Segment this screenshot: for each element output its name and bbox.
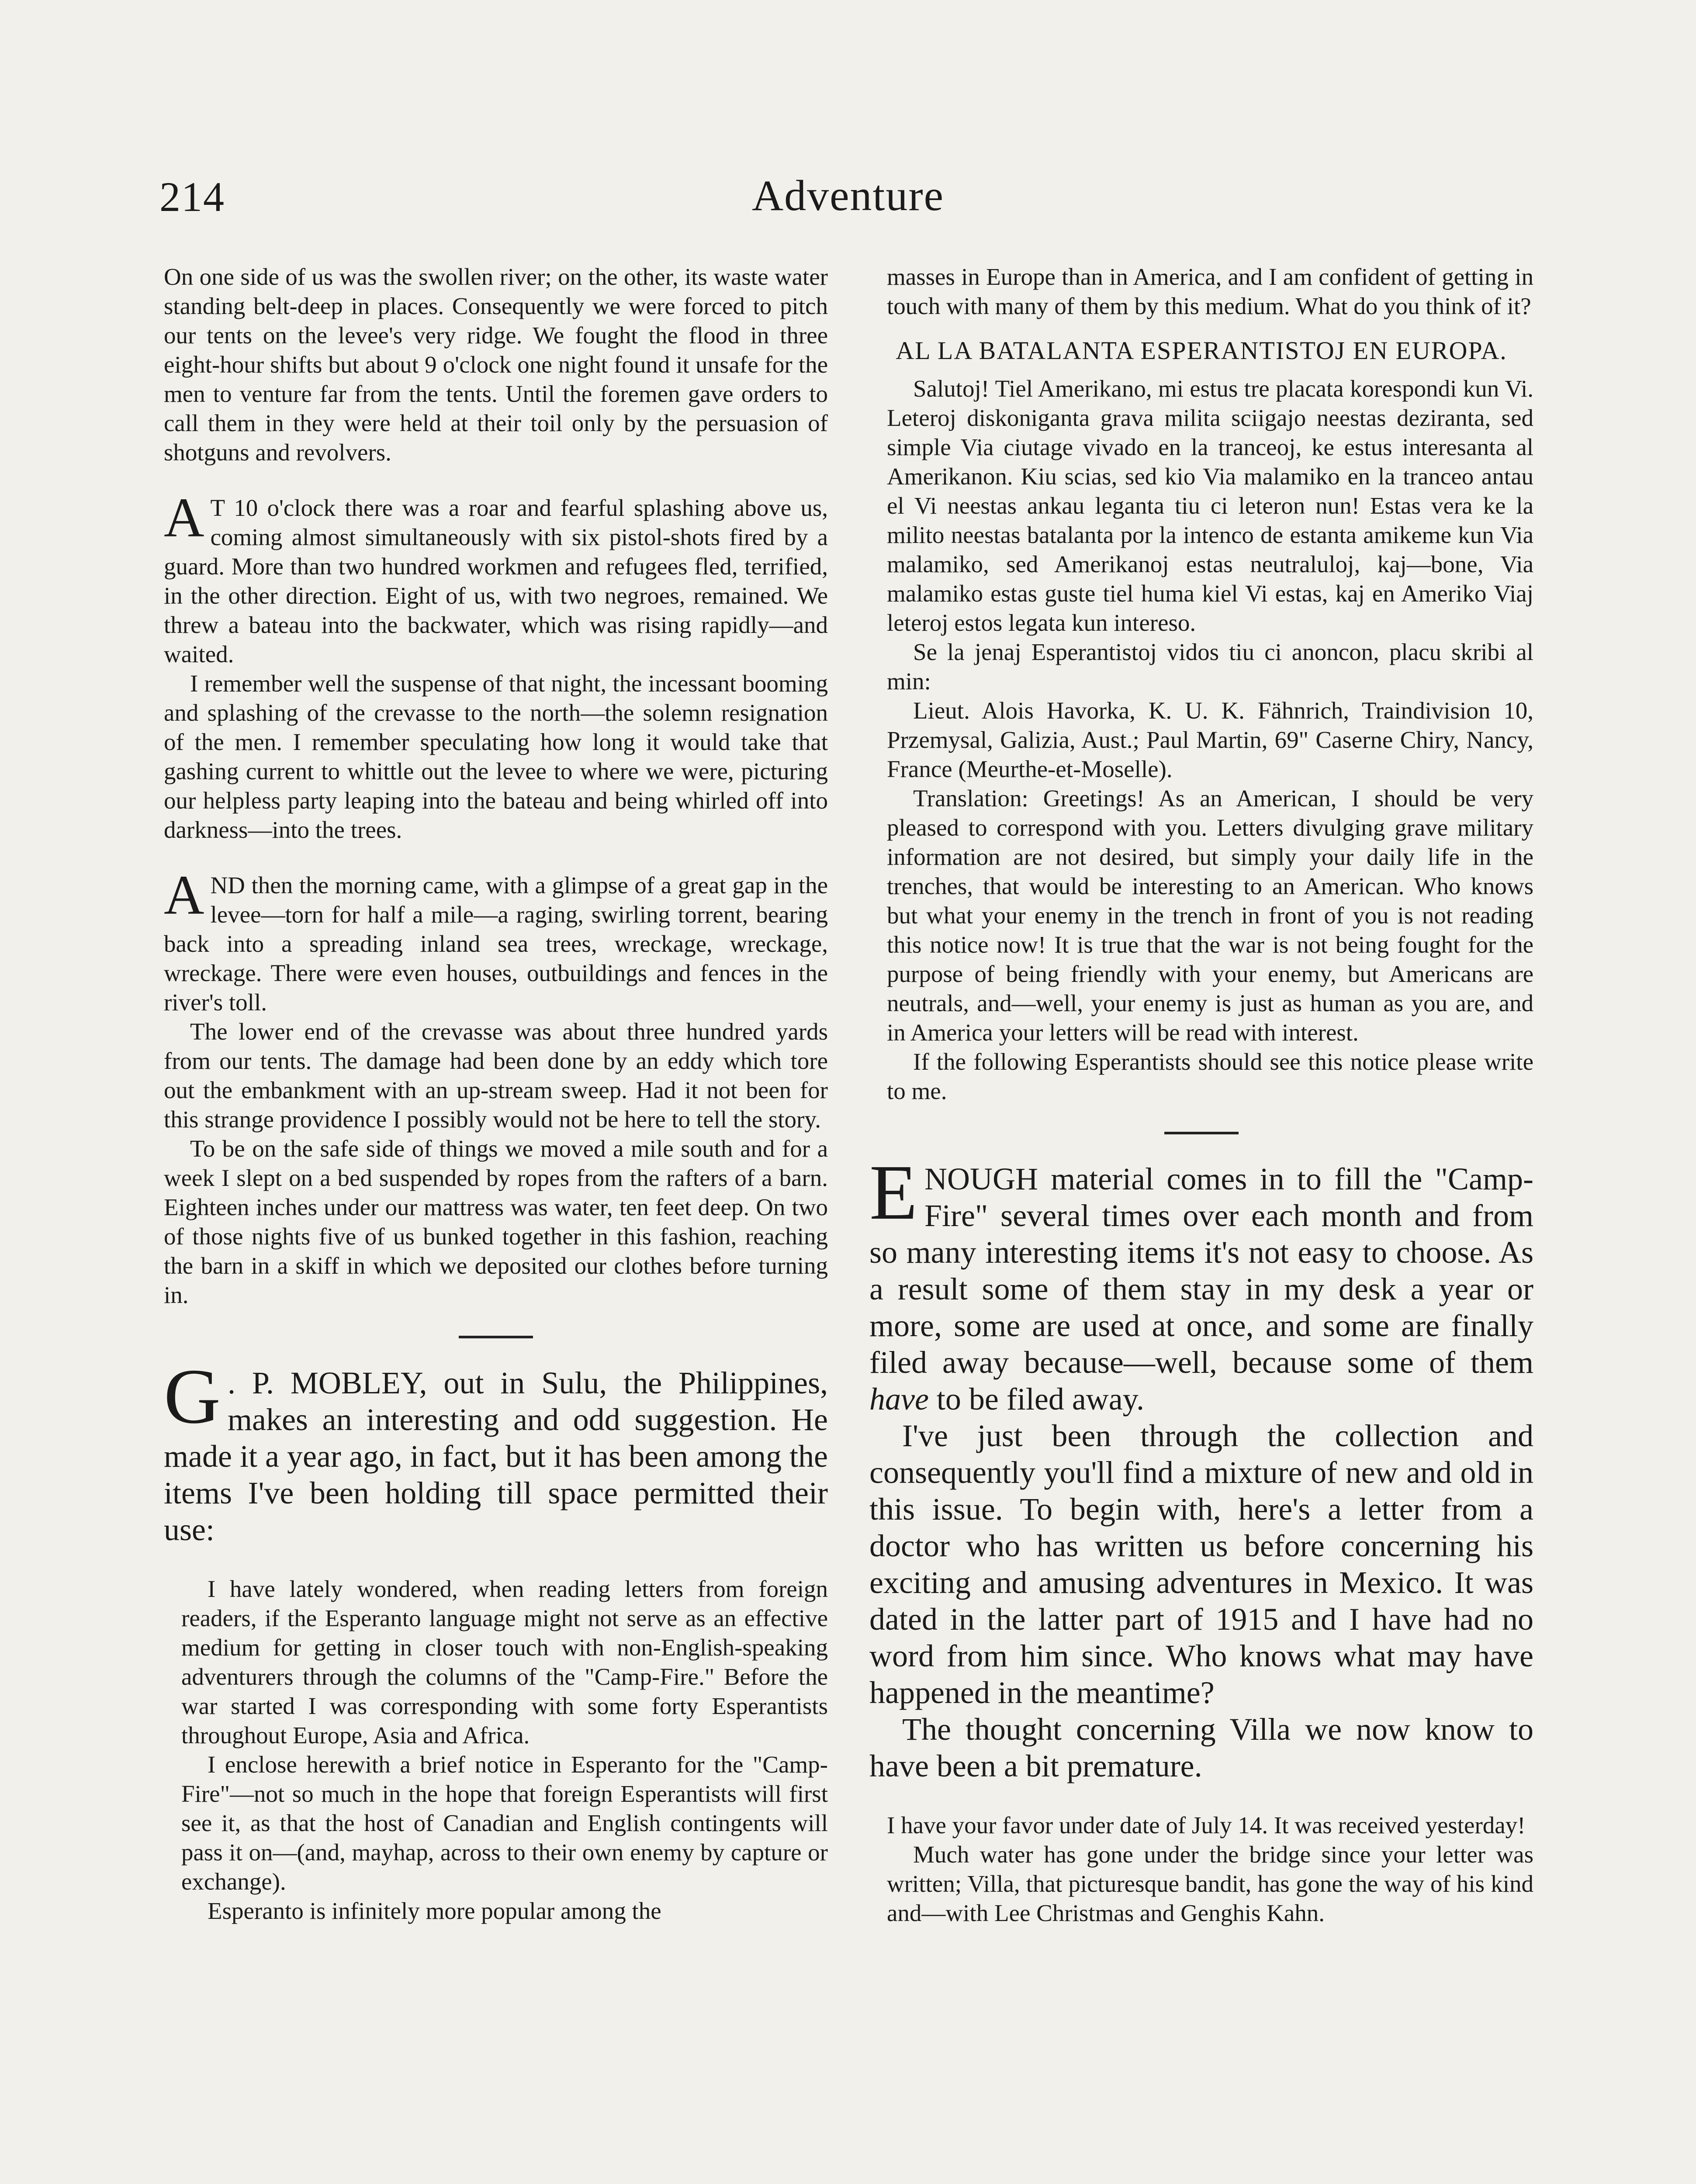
paragraph: Lieut. Alois Havorka, K. U. K. Fähnrich, Traindivision 10, Przemysal, Galizia, Aust.; Paul Martin, 69" Caserne Chiry, Nancy, France (Meurthe-et-Moselle).: [887, 697, 1533, 782]
paragraph: Salutoj! Tiel Amerikano, mi estus tre placata korespondi kun Vi. Leteroj diskoniganta grava milita sciigajo neestas deziranta, sed simple Via ciutage vivado en la tranceoj, ke estus interesanta al Amerikanon. Kiu scias, sed kio Via malamiko en la tranceo antau el Vi neestas ankau leganta tiu ci leteron nun! Estas vera ke la milito neestas batalanta por la intenco de estanta amikeme kun Via malamiko, sed Amerikanoj estas neutraluloj, kaj—bone, Via malamiko estas guste tiel huma kiel Vi estas, kaj en Ameriko Viaj leteroj estos legata kun intereso.: [887, 375, 1533, 636]
paragraph-text: to be filed away.: [928, 1382, 1145, 1417]
morning-section: [164, 864, 828, 1310]
paragraph: I have your favor under date of July 14. It was received yesterday!: [887, 1812, 1526, 1838]
paragraph: Esperanto is infinitely more popular among the: [208, 1897, 661, 1924]
flood-story-section: [164, 262, 828, 467]
drop-cap: G: [164, 1353, 221, 1440]
mobley-letter-continued: [869, 262, 1533, 321]
paragraph: Translation: Greetings! As an American, I should be very pleased to correspond with you. Letters divulging grave military information are not desired, but simply your daily life in the trenches, that would be interesting to an American. Who knows but what your enemy in the trench in front of you is not reading this notice now! It is true that the war is not being fought for the purpose of being friendly with your enemy, but Americans are neutrals, and—well, your enemy is just as human as you are, and in America your letters will be read with interest.: [887, 785, 1533, 1046]
paragraph-text: ND then the morning came, with a glimpse of a great gap in the levee—torn for half a mile—a raging, swirling torrent, bearing back into a spreading inland sea trees, wreckage, wreckage, wreckage. There were even houses, outbuildings and fences in the river's toll.: [164, 872, 828, 1016]
paragraph: Much water has gone under the bridge since your letter was written; Villa, that picturesque bandit, has gone the way of his kind and—with Lee Christmas and Genghis Kahn.: [887, 1841, 1533, 1926]
paragraph: To be on the safe side of things we moved a mile south and for a week I slept on a bed suspended by ropes from the rafters of a barn. Eighteen inches under our mattress was water, ten feet deep. On two of those nights five of us bunked together in this fashion, reaching the barn in a skiff in which we deposited our clothes before turning in.: [164, 1135, 828, 1308]
paragraph: masses in Europe than in America, and I am confident of getting in touch with many of them by this medium. What do you think of it?: [887, 263, 1533, 319]
paragraph-text: . P. MOBLEY, out in Sulu, the Philippines, makes an interesting and odd suggestion. He made it a year ago, in fact, but it has been among the items I've been holding till space permitted their use:: [164, 1365, 828, 1547]
drop-cap: A: [164, 864, 204, 926]
paragraph: On one side of us was the swollen river; on the other, its waste water standing belt-deep in places. Consequently we were forced to pitch our tents on the levee's very ridge. We fought the flood in three eight-hour shifts but about 9 o'clock one night found it unsafe for the men to venture far from the tents. Until the foremen gave orders to call them in they were held at their toil only by the persuasion of shotguns and revolvers.: [164, 263, 828, 466]
paragraph: I enclose herewith a brief notice in Esperanto for the "Camp-Fire"—not so much in the hope that foreign Esperantists will first see it, as that the host of Canadian and English contingents will pass it on—(and, mayhap, across to their own enemy by capture or exchange).: [181, 1751, 828, 1895]
paragraph: I remember well the suspense of that night, the incessant booming and splashing of the crevasse to the north—the solemn resignation of the men. I remember speculating how long it would take that gashing current to whittle out the levee to where we were, picturing our helpless party leaping into the bateau and being whirled off into darkness—into the trees.: [164, 670, 828, 843]
mobley-intro: [164, 1353, 828, 1548]
crevasse-section: [164, 487, 828, 844]
paragraph-text: T 10 o'clock there was a roar and fearful splashing above us, coming almost simultaneously with six pistol-shots fired by a guard. More than two hundred workmen and refugees fled, terrified, in the other direction. Eight of us, with two negroes, remained. We threw a bateau into the backwater, which was rising rapidly—and waited.: [164, 494, 828, 667]
left-column: [164, 262, 828, 1925]
paragraph: If the following Esperantists should see this notice please write to me.: [887, 1048, 1533, 1104]
camp-fire-intro: [869, 1149, 1533, 1784]
paragraph: I have lately wondered, when reading letters from foreign readers, if the Esperanto language might not serve as an effective medium for getting in closer touch with non-English-speaking adventurers through the columns of the "Camp-Fire." Before the war started I was corresponding with some forty Esperantists throughout Europe, Asia and Africa.: [181, 1576, 828, 1749]
esperanto-notice: [869, 374, 1533, 1106]
right-column: [869, 262, 1533, 1928]
paragraph: The thought concerning Villa we now know to have been a bit premature.: [869, 1712, 1533, 1783]
paragraph: The lower end of the crevasse was about three hundred yards from our tents. The damage had been done by an eddy which tore out the embankment with an up-stream sweep. Had it not been for this strange providence I possibly would not be here to tell the story.: [164, 1018, 828, 1133]
drop-cap: A: [164, 487, 204, 549]
paragraph: [164, 1353, 828, 1548]
paragraph: Se la jenaj Esperantistoj vidos tiu ci anoncon, placu skribi al min:: [887, 639, 1533, 695]
paragraph: [869, 1149, 1533, 1417]
paragraph: [164, 864, 828, 1017]
esperanto-heading: AL LA BATALANTA ESPERANTISTOJ EN EUROPA.: [896, 336, 1507, 365]
paragraph: I've just been through the collection and consequently you'll find a mixture of new and old in this issue. To begin with, here's a letter from a doctor who has written us before concerning his exciting and amusing adventures in Mexico. It was dated in the latter part of 1915 and I have had no word from him since. Who knows what may have happened in the meantime?: [869, 1418, 1533, 1710]
doctor-letter: [869, 1811, 1533, 1928]
paragraph: [164, 487, 828, 669]
drop-cap: E: [869, 1149, 917, 1236]
paragraph-text: NOUGH material comes in to fill the "Camp-Fire" several times over each month and from so many interesting items it's not easy to choose. As a result some of them stay in my desk a year or more, some are used at once, and some are finally filed away because—well, because some of them: [869, 1161, 1533, 1380]
page-number: 214: [159, 173, 225, 220]
page-title: Adventure: [751, 171, 945, 220]
emphasis: have: [869, 1382, 929, 1417]
mobley-letter: [164, 1574, 828, 1925]
